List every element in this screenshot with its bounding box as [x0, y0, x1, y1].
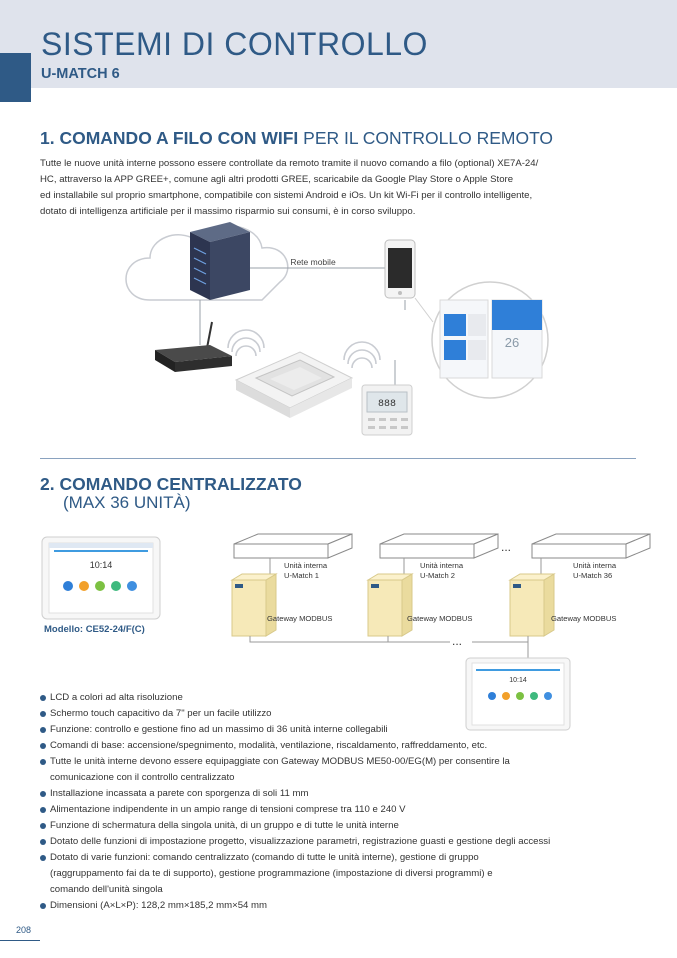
unit-label-3: [573, 561, 616, 581]
list-item: Funzione di schermatura della singola unità, di un gruppo e di tutte le unità interne: [40, 818, 670, 834]
intro-line: dotato di intelligenza artificiale per il massimo risparmio sui consumi, è in corso sviluppo.: [40, 206, 416, 217]
section2-title: [40, 474, 302, 495]
cassette-air-conditioner-icon: [236, 352, 352, 418]
list-item: Alimentazione indipendente in un ampio range di tensioni comprese tra 110 e 240 V: [40, 802, 670, 818]
router-icon: [155, 322, 232, 372]
list-item-line: comunicazione con il controllo centralizzato: [50, 772, 235, 783]
panel-time-small: 10:14: [509, 677, 527, 684]
section1-title-rest: PER IL CONTROLLO REMOTO: [298, 128, 554, 148]
gateway-label-2: Gateway MODBUS: [407, 614, 473, 623]
gateway-modbus-icon: [232, 574, 276, 636]
unit-label-2: [420, 561, 463, 581]
model-label: Modello: CE52-24/F(C): [44, 624, 145, 635]
intro-line: Tutte le nuove unità interne possono essere controllate da remoto tramite il nuovo comando a filo (optional) XE7A-24/: [40, 158, 539, 169]
list-item: Dimensioni (A×L×P): 128,2 mm×185,2 mm×54 mm: [40, 898, 670, 914]
list-item: Funzione: controllo e gestione fino ad un massimo di 36 unità interne collegabili: [40, 722, 670, 738]
feature-list: [40, 690, 670, 914]
smartphone-icon: [385, 240, 415, 298]
section2-title-bold: 2. COMANDO CENTRALIZZATO: [40, 474, 302, 494]
units-ellipsis: ...: [501, 540, 512, 554]
panel-time: 10:14: [89, 560, 113, 570]
unit-label-line2: U-Match 2: [420, 571, 456, 580]
section2-subtitle: (MAX 36 UNITÀ): [63, 493, 191, 512]
list-item: Installazione incassata a parete con sporgenza di soli 11 mm: [40, 786, 670, 802]
unit-label-line1: Unità interna: [420, 561, 464, 570]
section-divider: [40, 458, 636, 459]
intro-line: ed installabile sul proprio smartphone, compatibile con sistemi Android e iOs. Un kit Wi-Fi per il controllo intelligente,: [40, 190, 533, 201]
touch-panel-icon: [42, 537, 160, 619]
ducted-unit-icon: [234, 534, 352, 558]
footer-rule: [0, 940, 40, 941]
wifi-network-diagram: [0, 0, 677, 460]
section1-title-bold: 1. COMANDO A FILO CON WIFI: [40, 128, 299, 148]
phone-temperature: 26: [504, 335, 520, 350]
list-item: Comandi di base: accensione/spegnimento, modalità, ventilazione, riscaldamento, raffreddamento, etc.: [40, 738, 670, 754]
gateway-modbus-icon: [510, 574, 554, 636]
wifi-signal-icon: [228, 330, 264, 356]
gateway-label-3: Gateway MODBUS: [551, 614, 617, 623]
wifi-signal-icon: [344, 342, 380, 368]
list-item-line: Tutte le unità interne devono essere equipaggiate con Gateway MODBUS ME50-00/EG(M) per consentire la: [50, 756, 510, 767]
page-number: 208: [16, 925, 32, 935]
unit-label-line2: U-Match 1: [284, 571, 320, 580]
gateway-modbus-icon: [368, 574, 412, 636]
network-label: Rete mobile: [290, 257, 336, 267]
controller-display: 888: [377, 399, 397, 410]
unit-label-line1: Unità interna: [573, 561, 617, 570]
unit-label-line2: U-Match 36: [573, 571, 613, 580]
list-item-line: Dotato di varie funzioni: comando centralizzato (comando di tutte le unità interne), gestione di gruppo: [50, 852, 479, 863]
ducted-unit-icon: [532, 534, 650, 558]
list-item: Schermo touch capacitivo da 7" per un facile utilizzo: [40, 706, 670, 722]
list-item: [40, 754, 670, 786]
gateway-label-1: Gateway MODBUS: [267, 614, 333, 623]
list-item: [40, 850, 670, 898]
unit-label-line1: Unità interna: [284, 561, 328, 570]
unit-label-1: [284, 561, 327, 581]
page-title: SISTEMI DI CONTROLLO: [41, 26, 428, 62]
intro-line: HC, attraverso la APP GREE+, comune agli altri prodotti GREE, scaricabile da Google Play Store o Apple Store: [40, 174, 514, 185]
list-item: Dotato delle funzioni di impostazione progetto, visualizzazione parametri, registrazione guasti e gestione degli accessi: [40, 834, 670, 850]
wired-controller-icon: [362, 385, 412, 435]
app-screens-magnifier: [415, 282, 548, 398]
ducted-unit-icon: [380, 534, 498, 558]
list-item-line: (raggruppamento fai da te di supporto), gestione programmazione (impostazione di diversi programmi) e: [50, 868, 493, 879]
list-item-line: comando dell'unità singola: [50, 884, 163, 895]
bus-ellipsis: ...: [452, 634, 463, 648]
page-subtitle: U-MATCH 6: [41, 66, 120, 82]
server-rack-icon: [190, 222, 250, 300]
list-item: LCD a colori ad alta risoluzione: [40, 690, 670, 706]
